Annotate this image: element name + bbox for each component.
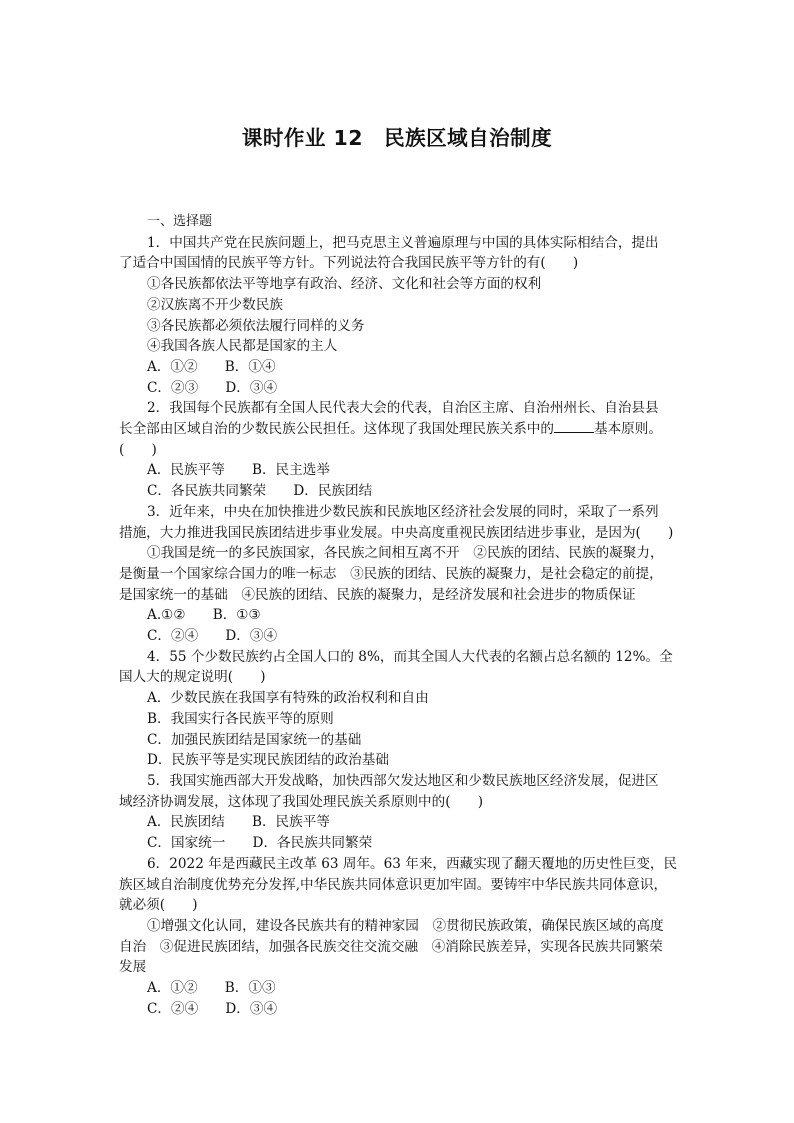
question-1-line-2: 了适合中国国情的民族平等方针。下列说法符合我国民族平等方针的有( ) bbox=[119, 255, 579, 272]
question-1-options-cd: C．②③ D．③④ bbox=[147, 379, 278, 396]
question-3-line-2: 措施，大力推进我国民族团结进步事业发展。中央高度重视民族团结进步事业，是因为( ) bbox=[119, 524, 674, 541]
question-1-statement-1: ①各民族都依法平等地享有政治、经济、文化和社会等方面的权利 bbox=[147, 276, 542, 293]
question-5-line-1: 5．我国实施西部大开发战略，加快西部欠发达地区和少数民族地区经济发展，促进区 bbox=[147, 772, 659, 789]
page-title: 课时作业 12 民族区域自治制度 bbox=[241, 126, 553, 150]
question-2-line-2 bbox=[119, 419, 679, 440]
question-list bbox=[119, 212, 679, 1019]
question-1-statement-4: ④我国各族人民都是国家的主人 bbox=[147, 338, 338, 355]
question-1-options-ab: A．①② B．①④ bbox=[147, 358, 276, 375]
question-3-statement-line-1: ①我国是统一的多民族国家，各民族之间相互离不开 ②民族的团结、民族的凝聚力， bbox=[147, 545, 664, 562]
question-6-statement-line-3: 发展 bbox=[119, 959, 147, 976]
question-4-option-a: A．少数民族在我国享有特殊的政治权利和自由 bbox=[147, 690, 429, 707]
question-4-option-b: B．我国实行各民族平等的原则 bbox=[147, 710, 334, 727]
question-4-option-d: D．民族平等是实现民族团结的政治基础 bbox=[147, 752, 389, 769]
question-3-line-1: 3．近年来，中央在加快推进少数民族和民族地区经济社会发展的同时，采取了一系列 bbox=[147, 503, 659, 520]
question-4-line-2: 国人大的规定说明( ) bbox=[119, 669, 266, 686]
question-3-options-cd: C．②④ D．③④ bbox=[147, 628, 278, 645]
question-3-statement-line-3: 是国家统一的基础 ④民族的团结、民族的凝聚力，是经济发展和社会进步的物质保证 bbox=[119, 586, 636, 603]
question-2-line-1: 2．我国每个民族都有全国人民代表大会的代表，自治区主席、自治州州长、自治县县 bbox=[147, 400, 659, 417]
section-heading: 一、选择题 bbox=[147, 214, 213, 229]
question-6-line-2: 族区域自治制度优势充分发挥,中华民族共同体意识更加牢固。要铸牢中华民族共同体意识， bbox=[119, 876, 668, 893]
question-2-options-cd: C．各民族共同繁荣 D．民族团结 bbox=[147, 483, 373, 500]
question-3-options-ab: A.①② B．①③ bbox=[147, 607, 261, 624]
question-1-statement-3: ③各民族都必须依法履行同样的义务 bbox=[147, 317, 365, 334]
question-5-line-2: 域经济协调发展，这体现了我国处理民族关系原则中的( ) bbox=[119, 793, 484, 810]
question-5-options-ab: A．民族团结 B．民族平等 bbox=[147, 814, 330, 831]
question-6-options-cd: C．②④ D．③④ bbox=[147, 1000, 278, 1017]
question-6-options-ab: A．①② B．①③ bbox=[147, 980, 276, 997]
question-1-line-1: 1．中国共产党在民族问题上，把马克思主义普遍原理与中国的具体实际相结合，提出 bbox=[147, 234, 659, 251]
question-4-option-c: C．加强民族团结是国家统一的基础 bbox=[147, 731, 362, 748]
question-6-line-3: 就必须( ) bbox=[119, 897, 198, 914]
question-2-options-ab: A．民族平等 B．民主选举 bbox=[147, 462, 330, 479]
question-6-statement-line-2: 自治 ③促进民族团结，加强各民族交往交流交融 ④消除民族差异，实现各民族共同繁荣 bbox=[119, 938, 663, 955]
question-2-line-2a: 长全部由区域自治的少数民族公民担任。这体现了我国处理民族关系中的 bbox=[119, 421, 554, 438]
answer-blank bbox=[554, 420, 594, 433]
question-4-line-1: 4．55 个少数民族约占全国人口的 8%，而其全国人大代表的名额占总名额的 12%。全 bbox=[147, 648, 673, 665]
question-6-line-1: 6．2022 年是西藏民主改革 63 周年。63 年来，西藏实现了翻天覆地的历史性巨变，民 bbox=[147, 855, 678, 872]
question-1-statement-2: ②汉族离不开少数民族 bbox=[147, 296, 283, 313]
question-3-statement-line-2: 是衡量一个国家综合国力的唯一标志 ③民族的团结、民族的凝聚力，是社会稳定的前提， bbox=[119, 565, 663, 582]
question-6-statement-line-1: ①增强文化认同，建设各民族共有的精神家园 ②贯彻民族政策，确保民族区域的高度 bbox=[147, 917, 664, 934]
question-5-options-cd: C．国家统一 D．各民族共同繁荣 bbox=[147, 835, 373, 852]
question-2-line-2b: 基本原则。 bbox=[594, 421, 662, 438]
question-2-line-3: ( ) bbox=[119, 441, 157, 458]
